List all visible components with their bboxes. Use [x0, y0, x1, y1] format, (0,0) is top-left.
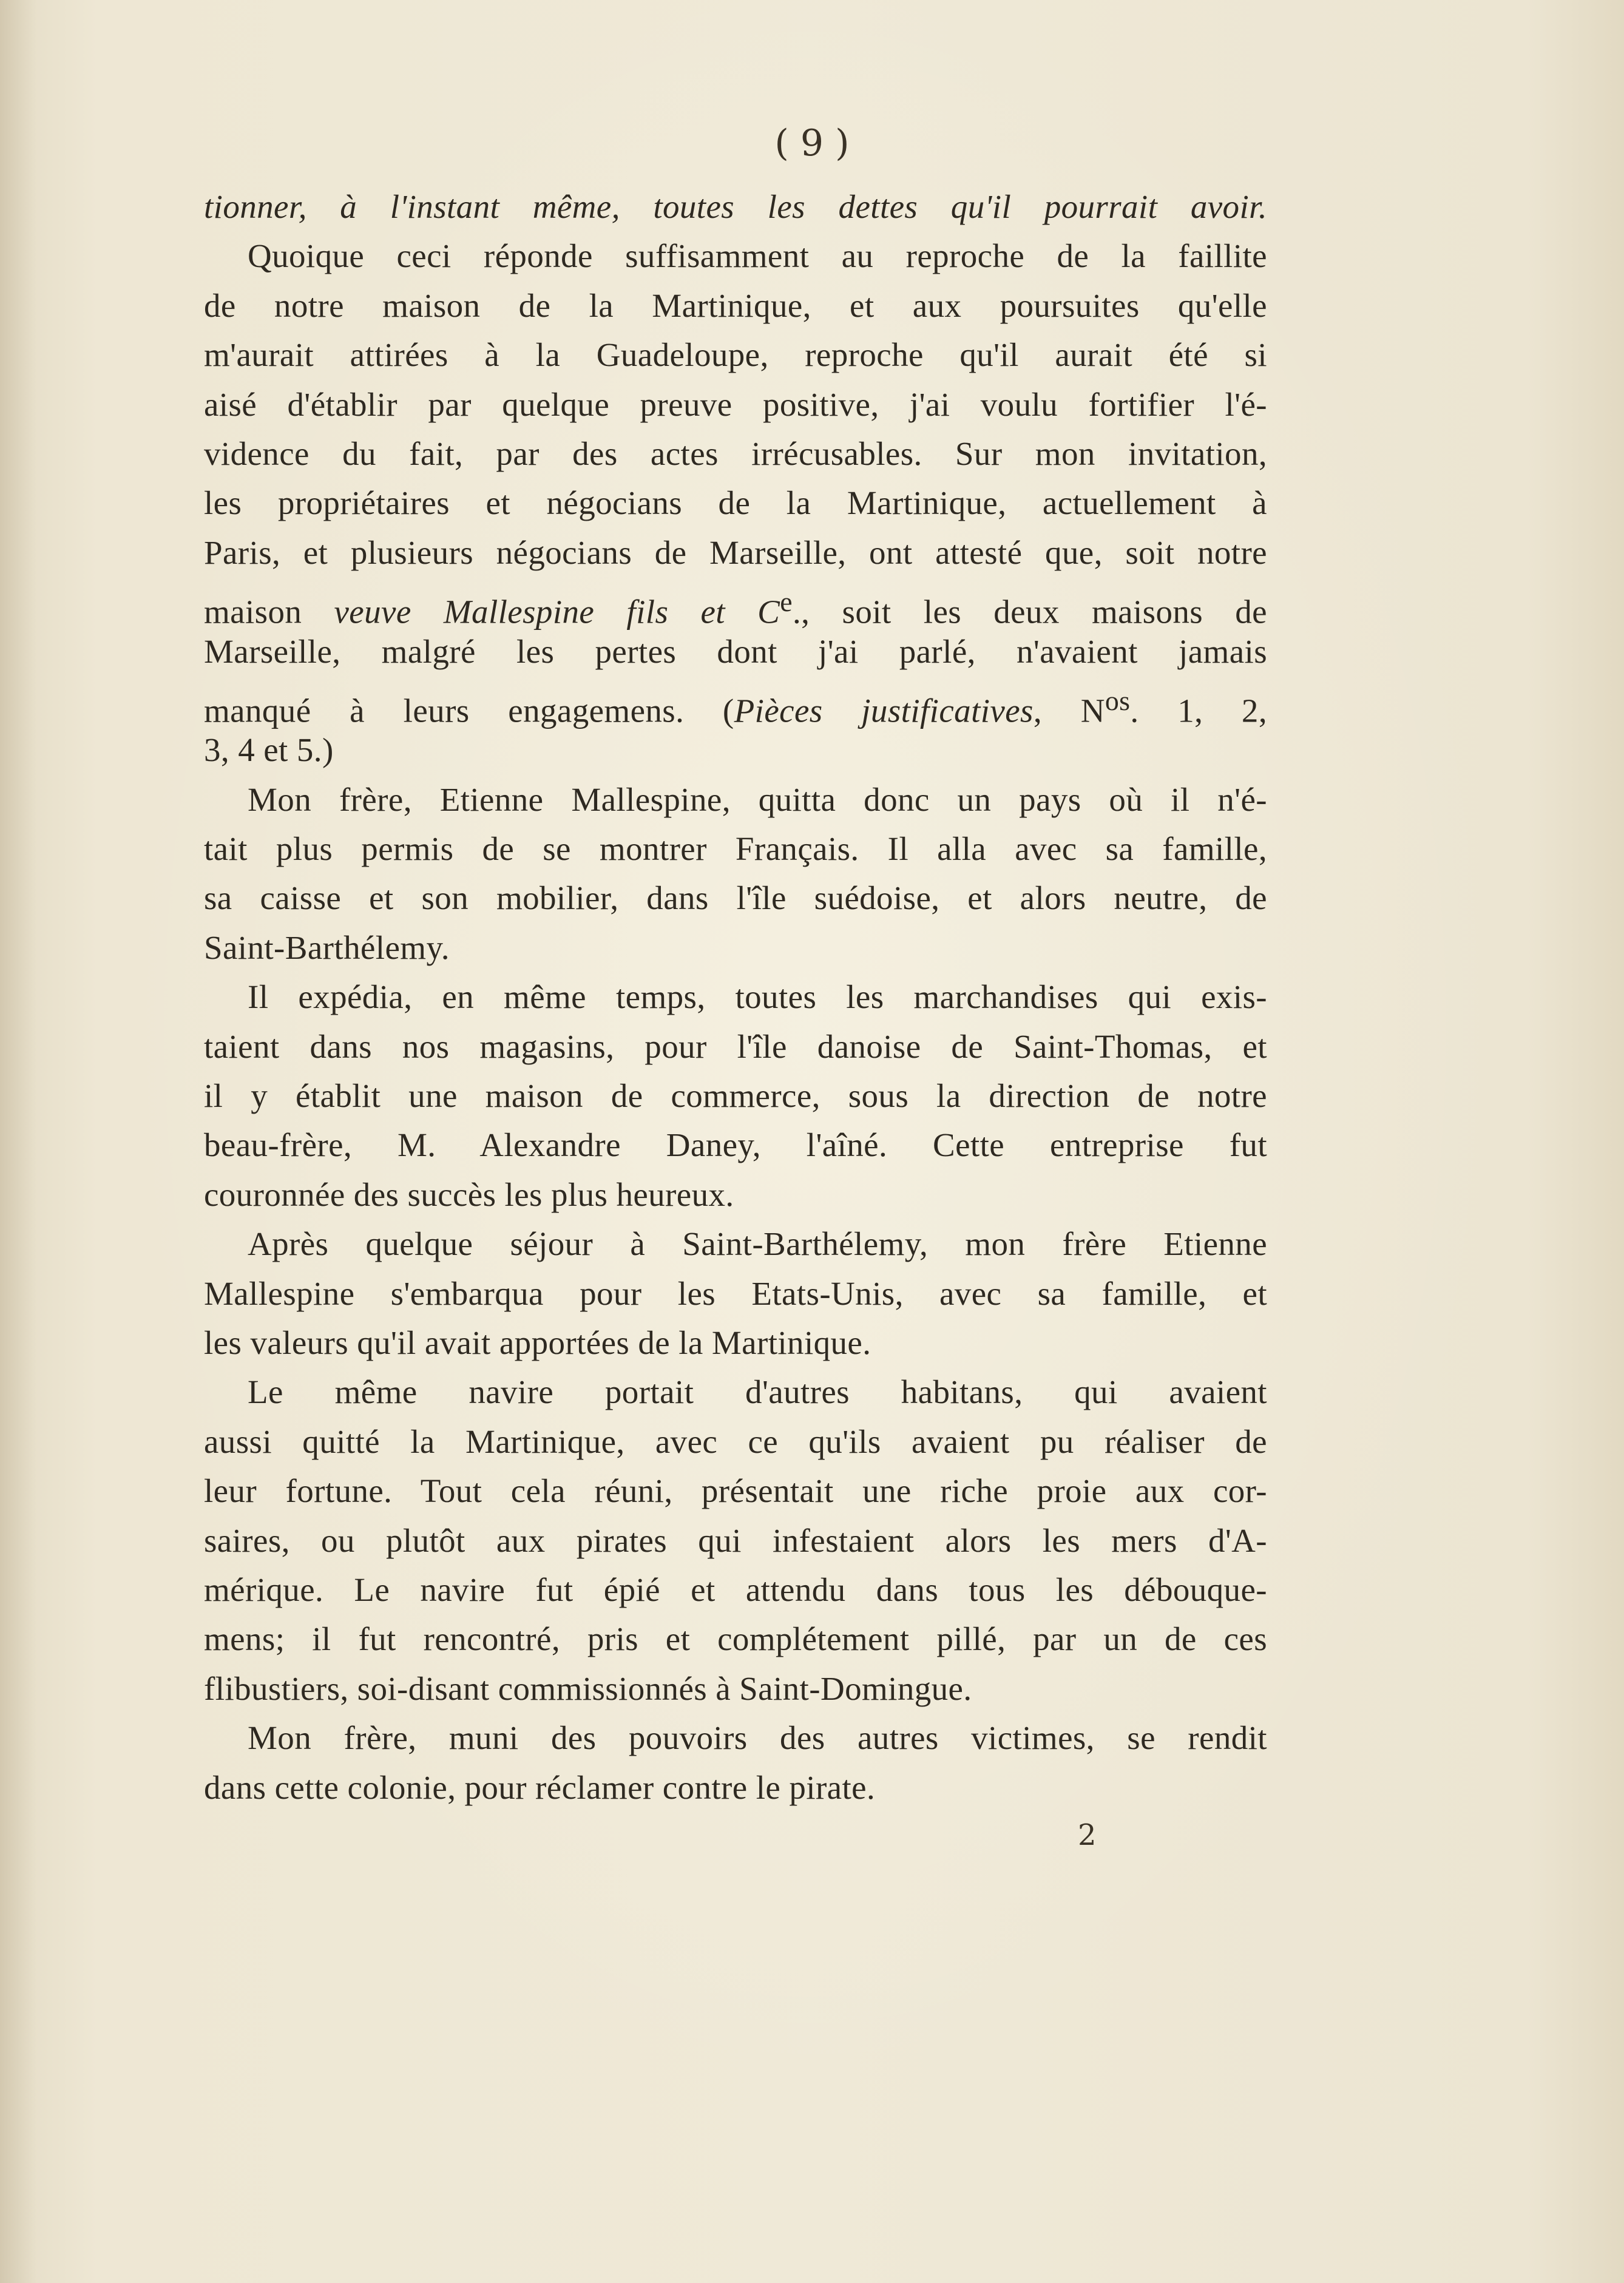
page-number: ( 9 ) — [774, 122, 850, 164]
paragraph-last-line: 3, 4 et 5.) — [204, 731, 334, 769]
text-line: leur fortune. Tout cela réuni, présentait une riche proie aux cor- — [204, 1472, 1267, 1510]
text-line: aussi quitté la Martinique, avec ce qu'ils avaient pu réaliser de — [204, 1422, 1267, 1460]
paragraph-last-line: Saint-Barthélemy. — [204, 928, 450, 966]
text-run: . 1, 2, — [1130, 692, 1267, 729]
document-reference: Pièces justificatives — [734, 692, 1034, 729]
text-line: taient dans nos magasins, pour l'île danoise de Saint-Thomas, et — [204, 1027, 1267, 1065]
paragraph-last-line: les valeurs qu'il avait apportées de la Martinique. — [204, 1324, 871, 1361]
text-line: tait plus permis de se montrer Français. Il alla avec sa famille, — [204, 830, 1267, 868]
text-line: les propriétaires et négocians de la Martinique, actuellement à — [204, 484, 1267, 522]
paragraph-first-line: Quoique ceci réponde suffisamment au reproche de la faillite — [248, 237, 1267, 275]
firm-name: veuve Mallespine fils et C — [334, 593, 780, 631]
paragraph-first-line: Il expédia, en même temps, toutes les marchandises qui exis- — [248, 978, 1267, 1016]
text-run: ., soit les deux maisons de — [793, 593, 1267, 631]
text-run: manqué à leurs engagemens. ( — [204, 692, 734, 729]
paragraph-last-line: flibustiers, soi-disant commissionnés à Saint-Domingue. — [204, 1669, 972, 1707]
text-line: Mallespine s'embarqua pour les Etats-Unis, avec sa famille, et — [204, 1274, 1267, 1312]
text-line: beau-frère, M. Alexandre Daney, l'aîné. Cette entreprise fut — [204, 1126, 1267, 1164]
text-line: de notre maison de la Martinique, et aux poursuites qu'elle — [204, 286, 1267, 324]
text-line: sa caisse et son mobilier, dans l'île suédoise, et alors neutre, de — [204, 879, 1267, 917]
paragraph-first-line: Mon frère, muni des pouvoirs des autres victimes, se rendit — [248, 1719, 1267, 1757]
text-run: maison — [204, 593, 302, 631]
paragraph-last-line: couronnée des succès les plus heureux. — [204, 1175, 734, 1213]
text-line: Paris, et plusieurs négocians de Marseille, ont attesté que, soit notre — [204, 533, 1267, 571]
text-line: tionner, à l'instant même, toutes les dettes qu'il pourrait avoir. — [204, 188, 1267, 225]
text-line: il y établit une maison de commerce, sous la direction de notre — [204, 1077, 1267, 1115]
signature-mark: 2 — [1078, 1818, 1097, 1852]
text-line: mens; il fut rencontré, pris et complétement pillé, par un de ces — [204, 1620, 1267, 1658]
paragraph-first-line: Après quelque séjour à Saint-Barthélemy, mon frère Etienne — [248, 1225, 1267, 1263]
text-line: mérique. Le navire fut épié et attendu dans tous les débouque- — [204, 1571, 1267, 1608]
superscript: os — [1105, 685, 1131, 716]
paragraph-first-line: Mon frère, Etienne Mallespine, quitta donc un pays où il n'é- — [248, 780, 1267, 818]
superscript: e — [780, 586, 793, 618]
paragraph-last-line: dans cette colonie, pour réclamer contre le pirate. — [204, 1768, 876, 1806]
text-run: , N — [1033, 692, 1105, 729]
page-edge-shadow — [0, 0, 36, 2283]
text-line: m'aurait attirées à la Guadeloupe, reproche qu'il aurait été si — [204, 336, 1267, 374]
text-line: Marseille, malgré les pertes dont j'ai parlé, n'avaient jamais — [204, 632, 1267, 670]
text-line — [204, 577, 1267, 631]
text-line: saires, ou plutôt aux pirates qui infestaient alors les mers d'A- — [204, 1521, 1267, 1559]
paragraph-first-line: Le même navire portait d'autres habitans, qui avaient — [248, 1373, 1267, 1411]
text-line: aisé d'établir par quelque preuve positive, j'ai voulu fortifier l'é- — [204, 385, 1267, 423]
text-line — [204, 676, 1267, 729]
text-line: vidence du fait, par des actes irrécusables. Sur mon invitation, — [204, 435, 1267, 472]
body-text — [204, 182, 1267, 1812]
